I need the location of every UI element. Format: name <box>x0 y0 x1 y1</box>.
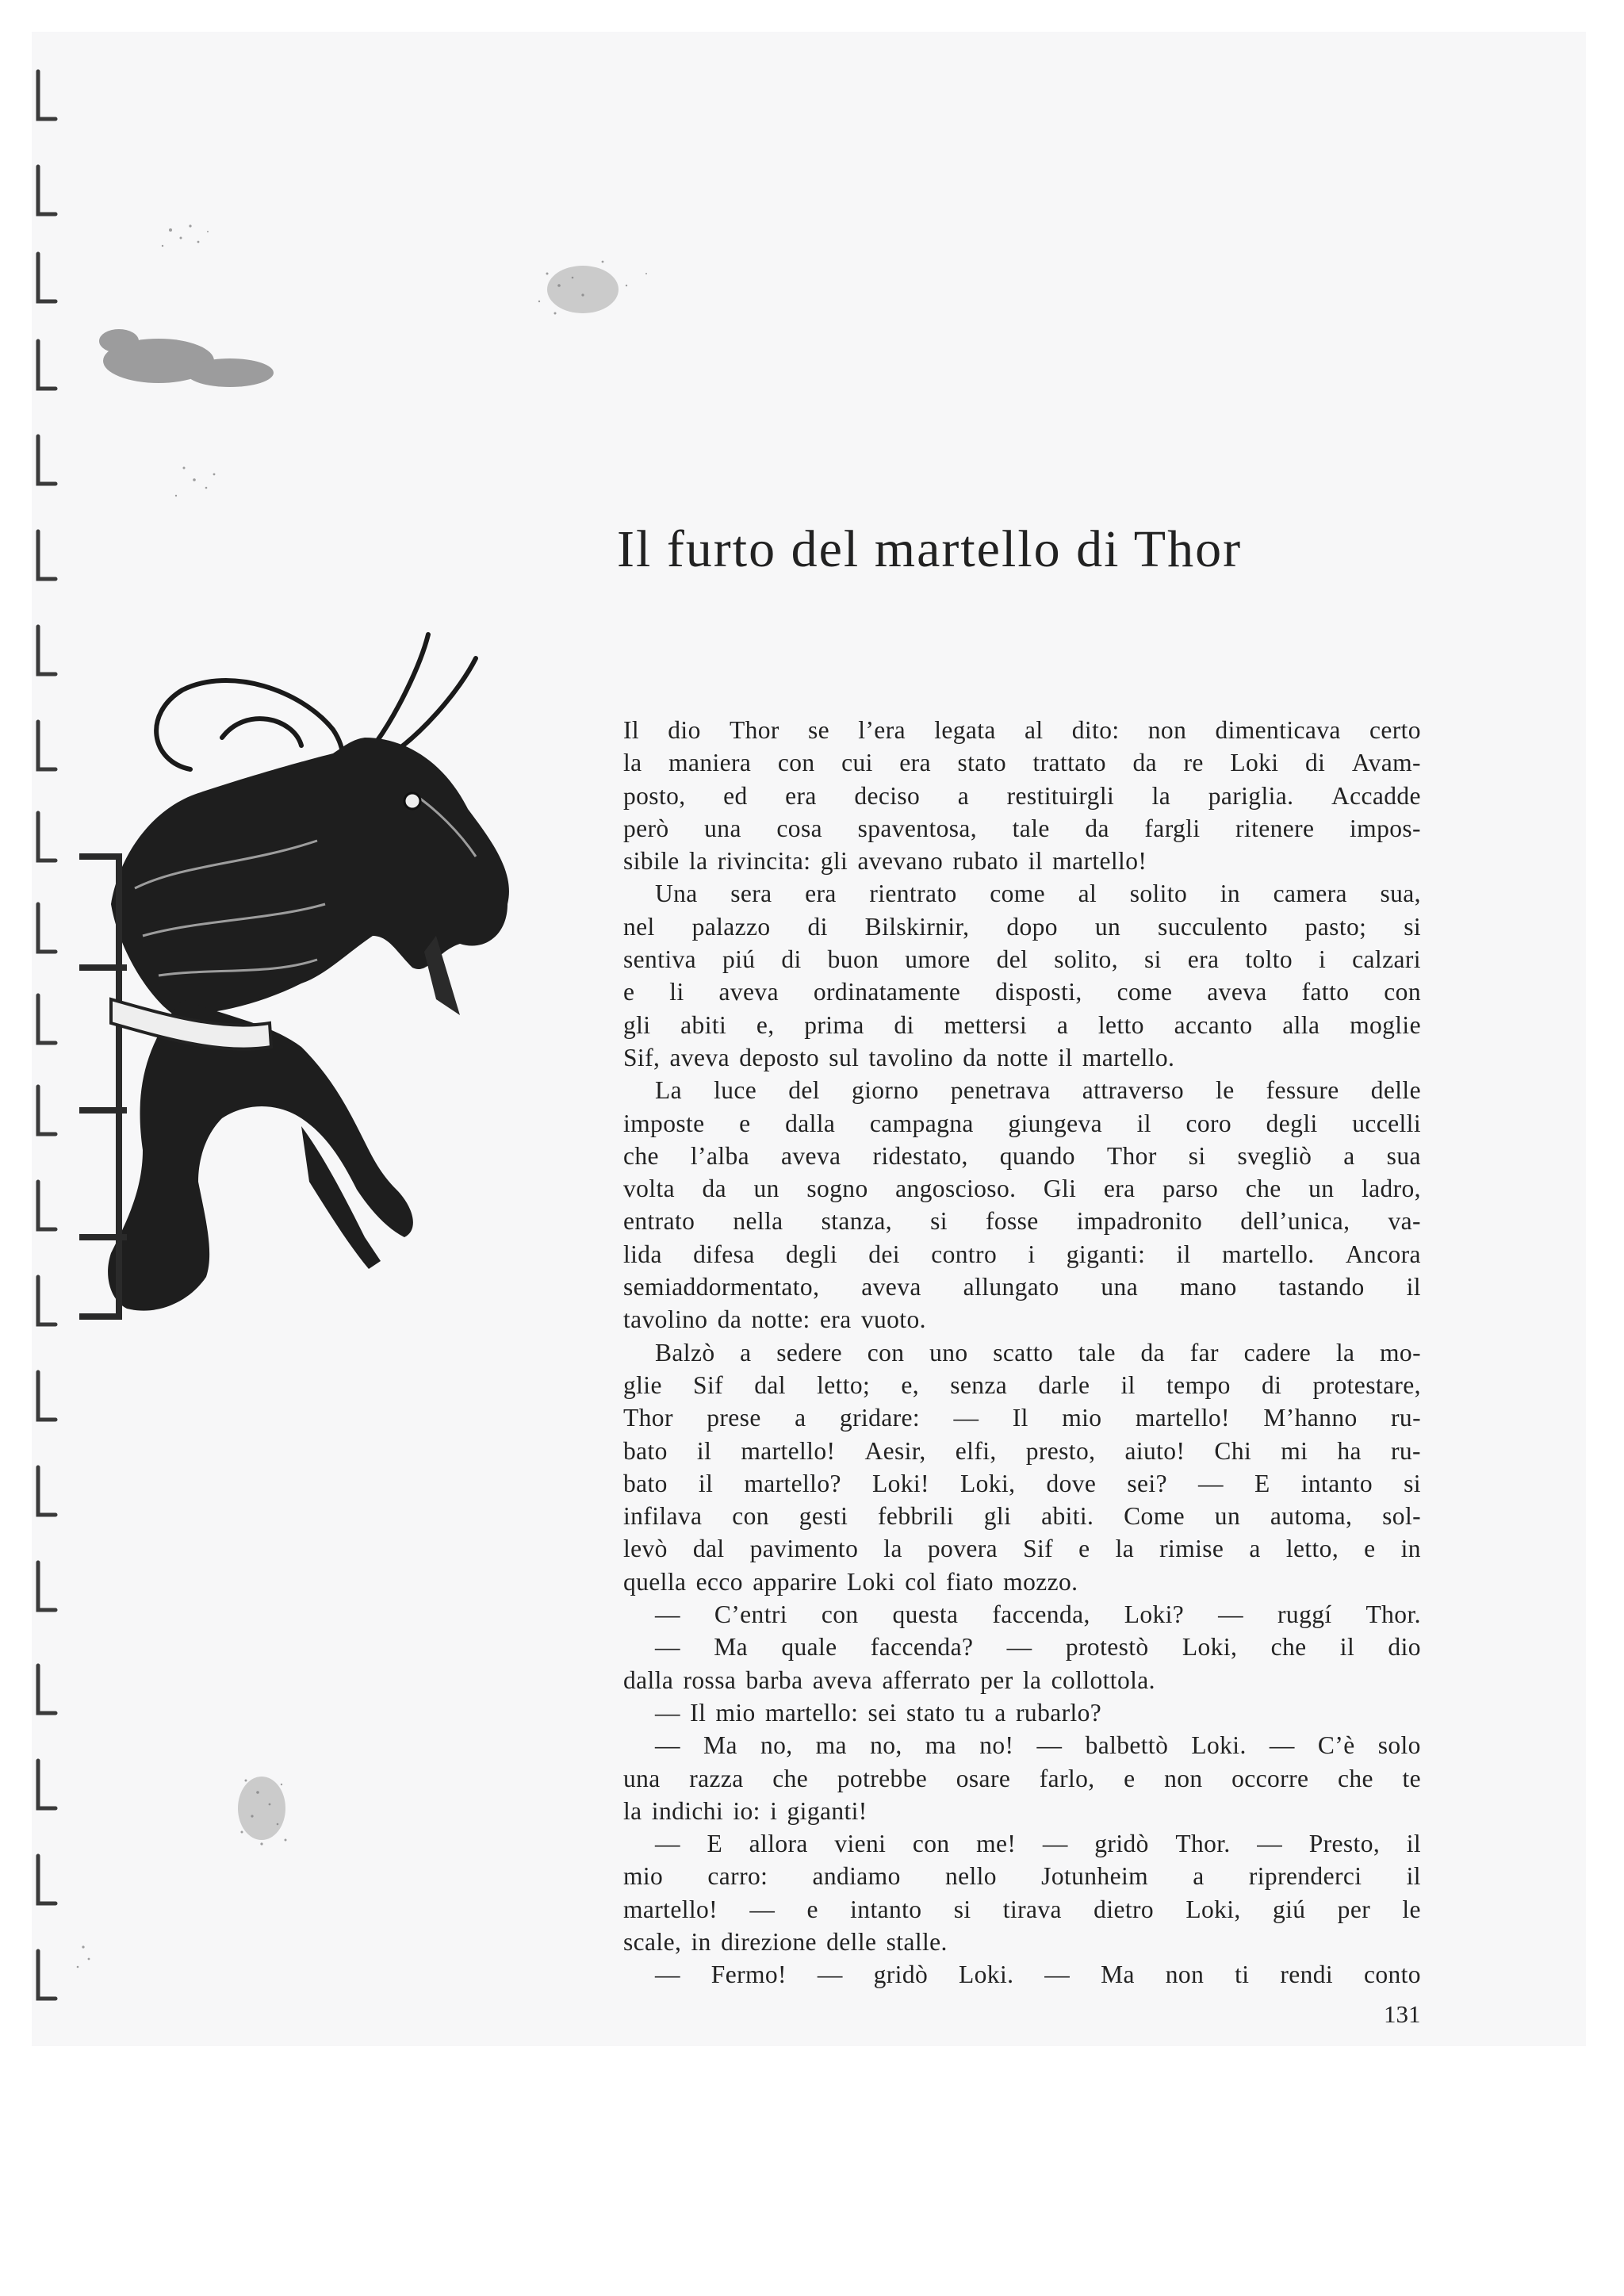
text-line: Balzò a sedere con uno scatto tale da far cadere la mo- <box>655 1338 1421 1366</box>
body-text <box>623 714 1421 1991</box>
text-line: semiaddormentato, aveva allungato una mano tastando il <box>623 1273 1421 1301</box>
text-line: una razza che potrebbe osare farlo, e non occorre che te <box>623 1764 1421 1792</box>
text-line: dalla rossa barba aveva afferrato per la collottola. <box>623 1665 1155 1694</box>
text-line: nel palazzo di Bilskirnir, dopo un succulento pasto; si <box>623 912 1421 941</box>
text-line: la maniera con cui era stato trattato da re Loki di Avam- <box>623 749 1421 777</box>
goat-illustration <box>63 603 547 1364</box>
text-line: Il dio Thor se l’era legata al dito: non dimenticava certo <box>623 716 1421 744</box>
text-line: la indichi io: i giganti! <box>623 1796 868 1825</box>
text-line: Thor prese a gridare: — Il mio martello! M’hanno ru- <box>623 1404 1421 1432</box>
text-line: volta da un sogno angoscioso. Gli era parso che un ladro, <box>623 1175 1421 1203</box>
text-line: infilava con gesti febbrili gli abiti. Come un automa, sol- <box>623 1502 1421 1531</box>
text-line: lida difesa degli dei contro i giganti: il martello. Ancora <box>623 1240 1421 1268</box>
text-line: levò dal pavimento la povera Sif e la rimise a letto, e in <box>623 1535 1421 1563</box>
text-line: quella ecco apparire Loki col fiato mozzo. <box>623 1567 1078 1596</box>
text-line: Una sera era rientrato come al solito in camera sua, <box>655 880 1421 908</box>
text-line: tavolino da notte: era vuoto. <box>623 1305 926 1334</box>
text-line: — Ma no, ma no, ma no! — balbettò Loki. — C’è solo <box>655 1731 1421 1760</box>
text-line: posto, ed era deciso a restituirgli la pariglia. Accadde <box>623 781 1421 810</box>
text-line: — C’entri con questa faccenda, Loki? — ruggí Thor. <box>655 1600 1421 1629</box>
text-line: — E allora vieni con me! — gridò Thor. — Presto, il <box>655 1830 1421 1858</box>
text-line: imposte e dalla campagna giungeva il coro degli uccelli <box>623 1109 1421 1137</box>
text-line: sentiva piú di buon umore del solito, si era tolto i calzari <box>623 945 1421 974</box>
text-line: entrato nella stanza, si fosse impadronito dell’unica, va- <box>623 1207 1421 1236</box>
text-line: bato il martello? Loki! Loki, dove sei? — E intanto si <box>623 1469 1421 1497</box>
text-line: sibile la rivincita: gli avevano rubato il martello! <box>623 847 1147 876</box>
text-line: martello! — e intanto si tirava dietro Loki, giú per le <box>623 1895 1421 1923</box>
text-line: bato il martello! Aesir, elfi, presto, aiuto! Chi mi ha ru- <box>623 1436 1421 1465</box>
text-line: Sif, aveva deposto sul tavolino da notte il martello. <box>623 1043 1175 1071</box>
text-line: — Ma quale faccenda? — protestò Loki, che il dio <box>655 1633 1421 1662</box>
text-line: e li aveva ordinatamente disposti, come aveva fatto con <box>623 978 1421 1006</box>
text-line: che l’alba aveva ridestato, quando Thor si svegliò a sua <box>623 1141 1421 1170</box>
binding-edge <box>32 56 63 2038</box>
text-line: La luce del giorno penetrava attraverso le fessure delle <box>655 1076 1421 1105</box>
text-line: però una cosa spaventosa, tale da fargli ritenere impos- <box>623 814 1421 842</box>
page-number: 131 <box>1384 2000 1421 2028</box>
chapter-title: Il furto del martello di Thor <box>617 520 1243 578</box>
text-line: mio carro: andiamo nello Jotunheim a riprenderci il <box>623 1862 1421 1891</box>
text-line: glie Sif dal letto; e, senza darle il tempo di protestare, <box>623 1370 1421 1399</box>
text-line: — Il mio martello: sei stato tu a rubarlo? <box>655 1698 1102 1727</box>
text-line: — Fermo! — gridò Loki. — Ma non ti rendi conto <box>655 1961 1421 1989</box>
text-line: scale, in direzione delle stalle. <box>623 1927 948 1956</box>
text-line: gli abiti e, prima di mettersi a letto accanto alla moglie <box>623 1010 1421 1039</box>
